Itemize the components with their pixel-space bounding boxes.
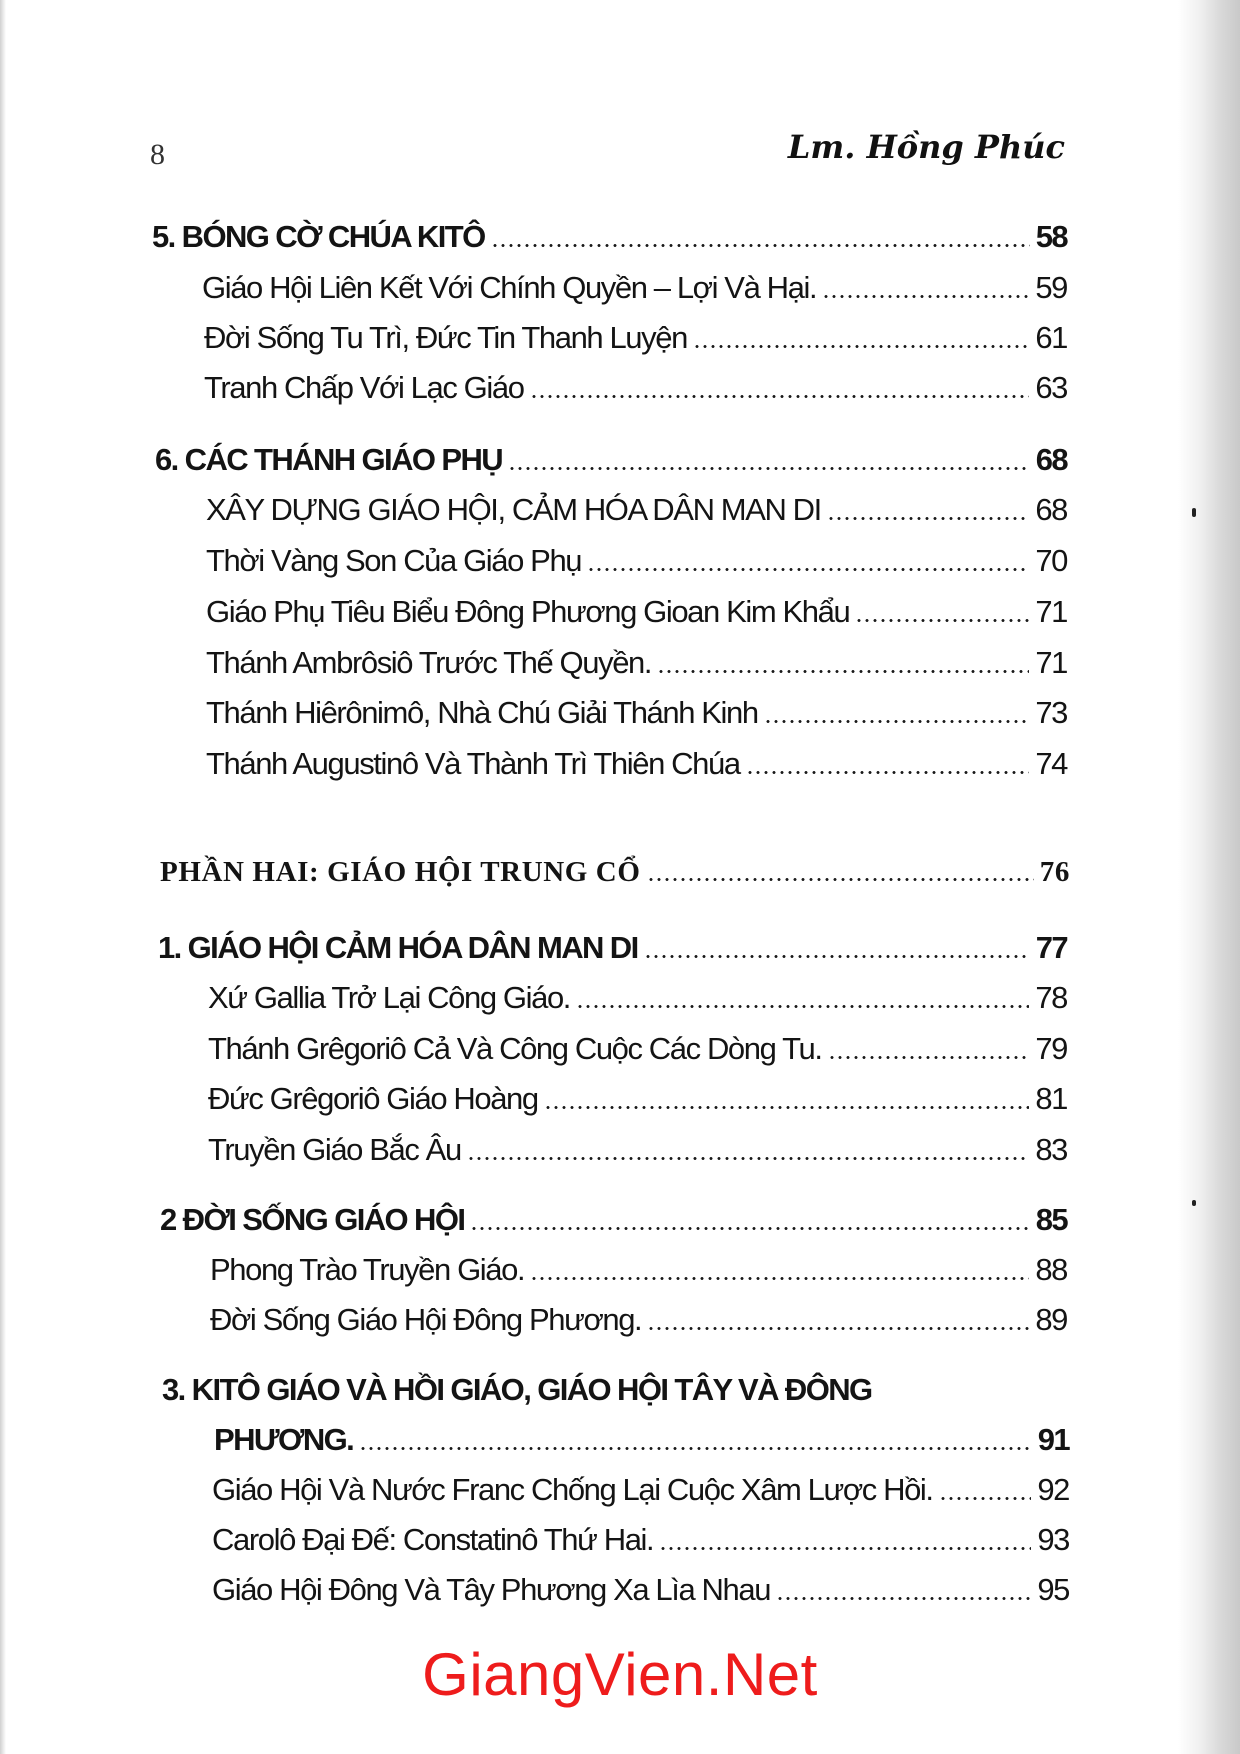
toc-entry-page: 92 — [1037, 1472, 1069, 1507]
toc-entry-title: 6. CÁC THÁNH GIÁO PHỤ — [155, 442, 503, 477]
toc-entry-title: Giáo Hội Đông Và Tây Phương Xa Lìa Nhau — [212, 1572, 771, 1607]
running-head-author: Lm. Hồng Phúc — [787, 128, 1065, 166]
toc-entry-title: Thánh Grêgoriô Cả Và Công Cuộc Các Dòng Tu. — [208, 1031, 822, 1066]
dot-leader — [491, 244, 1030, 247]
toc-entry — [210, 1250, 1067, 1290]
dot-leader — [855, 619, 1029, 622]
toc-entry-title: 5. BÓNG CỜ CHÚA KITÔ — [152, 219, 485, 254]
dot-leader — [470, 1227, 1029, 1230]
toc-entry-title: 1. GIÁO HỘI CẢM HÓA DÂN MAN DI — [158, 930, 638, 965]
toc-entry-title: Thánh Hiêrônimô, Nhà Chú Giải Thánh Kinh — [206, 695, 758, 730]
toc-entry-page: 68 — [1035, 442, 1067, 477]
toc-entry-title: Đời Sống Giáo Hội Đông Phương. — [210, 1302, 642, 1337]
toc-entry-page: 78 — [1035, 980, 1067, 1015]
toc-entry-page: 88 — [1035, 1252, 1067, 1287]
dot-leader — [508, 467, 1030, 470]
dot-leader — [659, 1547, 1031, 1550]
toc-entry — [206, 744, 1067, 784]
dot-leader — [647, 878, 1034, 881]
dot-leader — [746, 771, 1030, 774]
toc-entry-title: Giáo Hội Liên Kết Với Chính Quyền – Lợi Và Hại. — [202, 270, 817, 305]
toc-entry-page: 76 — [1039, 856, 1070, 888]
toc-entry-page: 58 — [1035, 219, 1067, 254]
toc-entry-title: Giáo Phụ Tiêu Biểu Đông Phương Gioan Kim Khẩu — [206, 594, 850, 629]
toc-entry-title: Thời Vàng Son Của Giáo Phụ — [206, 543, 582, 578]
toc-entry-title: Thánh Augustinô Và Thành Trì Thiên Chúa — [206, 746, 740, 781]
toc-entry — [204, 368, 1067, 408]
toc-entry-page: 93 — [1037, 1522, 1069, 1557]
toc-entry-page: 91 — [1037, 1422, 1069, 1457]
toc-entry — [208, 1029, 1067, 1069]
dot-leader — [644, 955, 1030, 958]
toc-entry — [204, 318, 1067, 358]
toc-entry — [208, 1130, 1067, 1170]
dot-leader — [647, 1327, 1029, 1330]
dot-leader — [939, 1497, 1032, 1500]
toc-entry-part — [160, 852, 1070, 892]
toc-entry-page: 61 — [1035, 320, 1067, 355]
toc-entry-title: 2 ĐỜI SỐNG GIÁO HỘI — [160, 1202, 465, 1237]
toc-entry-page: 71 — [1035, 645, 1067, 680]
toc-entry-title: Xứ Gallia Trở Lại Công Giáo. — [208, 980, 570, 1015]
toc-entry-page: 83 — [1035, 1132, 1067, 1167]
toc-entry-section — [152, 217, 1067, 257]
toc-entry — [212, 1520, 1069, 1560]
dot-leader — [828, 1056, 1030, 1059]
toc-entry-page: 89 — [1035, 1302, 1067, 1337]
toc-entry-title: Giáo Hội Và Nước Franc Chống Lại Cuộc Xâm Lược Hồi. — [212, 1472, 933, 1507]
toc-entry-title: Truyền Giáo Bắc Âu — [208, 1132, 461, 1167]
toc-entry-title: Phong Trào Truyền Giáo. — [210, 1252, 525, 1287]
toc-entry-title: XÂY DỰNG GIÁO HỘI, CẢM HÓA DÂN MAN DI — [206, 492, 821, 527]
dot-leader — [467, 1157, 1030, 1160]
dot-leader — [359, 1447, 1032, 1450]
dot-leader — [530, 395, 1030, 398]
toc-entry — [206, 592, 1067, 632]
toc-entry-section — [155, 440, 1067, 480]
toc-entry-page: 71 — [1035, 594, 1067, 629]
toc-entry-section — [214, 1420, 1069, 1460]
toc-entry-title: Đức Grêgoriô Giáo Hoàng — [208, 1081, 538, 1116]
dot-leader — [776, 1597, 1031, 1600]
dot-leader — [822, 295, 1029, 298]
toc-entry-title: PHƯƠNG. — [214, 1422, 354, 1457]
toc-entry — [212, 1570, 1069, 1610]
dot-leader — [530, 1277, 1029, 1280]
page-number: 8 — [150, 138, 165, 171]
toc-entry-page: 68 — [1035, 492, 1067, 527]
toc-entry-page: 59 — [1035, 270, 1067, 305]
toc-entry-page: 70 — [1035, 543, 1067, 578]
toc-entry-title: Thánh Ambrôsiô Trước Thế Quyền. — [206, 645, 652, 680]
toc-entry — [210, 1300, 1067, 1340]
toc-entry — [208, 978, 1067, 1018]
toc-entry-title: Đời Sống Tu Trì, Đức Tin Thanh Luyện — [204, 320, 687, 355]
toc-entry — [206, 541, 1067, 581]
toc-entry-title: PHẦN HAI: GIÁO HỘI TRUNG CỔ — [160, 856, 641, 888]
toc-entry-page: 63 — [1035, 370, 1067, 405]
dot-leader — [693, 345, 1029, 348]
toc-entry-page: 95 — [1037, 1572, 1069, 1607]
toc-entry-page: 85 — [1035, 1202, 1067, 1237]
toc-entry-page: 79 — [1035, 1031, 1067, 1066]
toc-entry — [202, 268, 1067, 308]
toc-entry — [208, 1079, 1067, 1119]
dot-leader — [587, 568, 1029, 571]
toc-entry-page: 74 — [1035, 746, 1067, 781]
dot-leader — [576, 1005, 1029, 1008]
dot-leader — [827, 517, 1029, 520]
toc-entry-section — [160, 1200, 1067, 1240]
toc-entry-title: Carolô Đại Đế: Constatinô Thứ Hai. — [212, 1522, 654, 1557]
toc-entry-page: 81 — [1035, 1081, 1067, 1116]
toc-entry-section — [158, 928, 1067, 968]
toc-entry-page: 77 — [1035, 930, 1067, 965]
toc-entry — [212, 1470, 1069, 1510]
toc-entry-page: 73 — [1035, 695, 1067, 730]
toc-section-heading: 3. KITÔ GIÁO VÀ HỒI GIÁO, GIÁO HỘI TÂY VÀ ĐÔNG — [162, 1372, 872, 1407]
dot-leader — [657, 670, 1029, 673]
toc-entry — [206, 643, 1067, 683]
dot-leader — [764, 720, 1030, 723]
toc-entry — [206, 490, 1067, 530]
watermark: GiangVien.Net — [422, 1641, 818, 1708]
dot-leader — [544, 1106, 1030, 1109]
toc-entry — [206, 693, 1067, 733]
toc-entry-title: Tranh Chấp Với Lạc Giáo — [204, 370, 524, 405]
